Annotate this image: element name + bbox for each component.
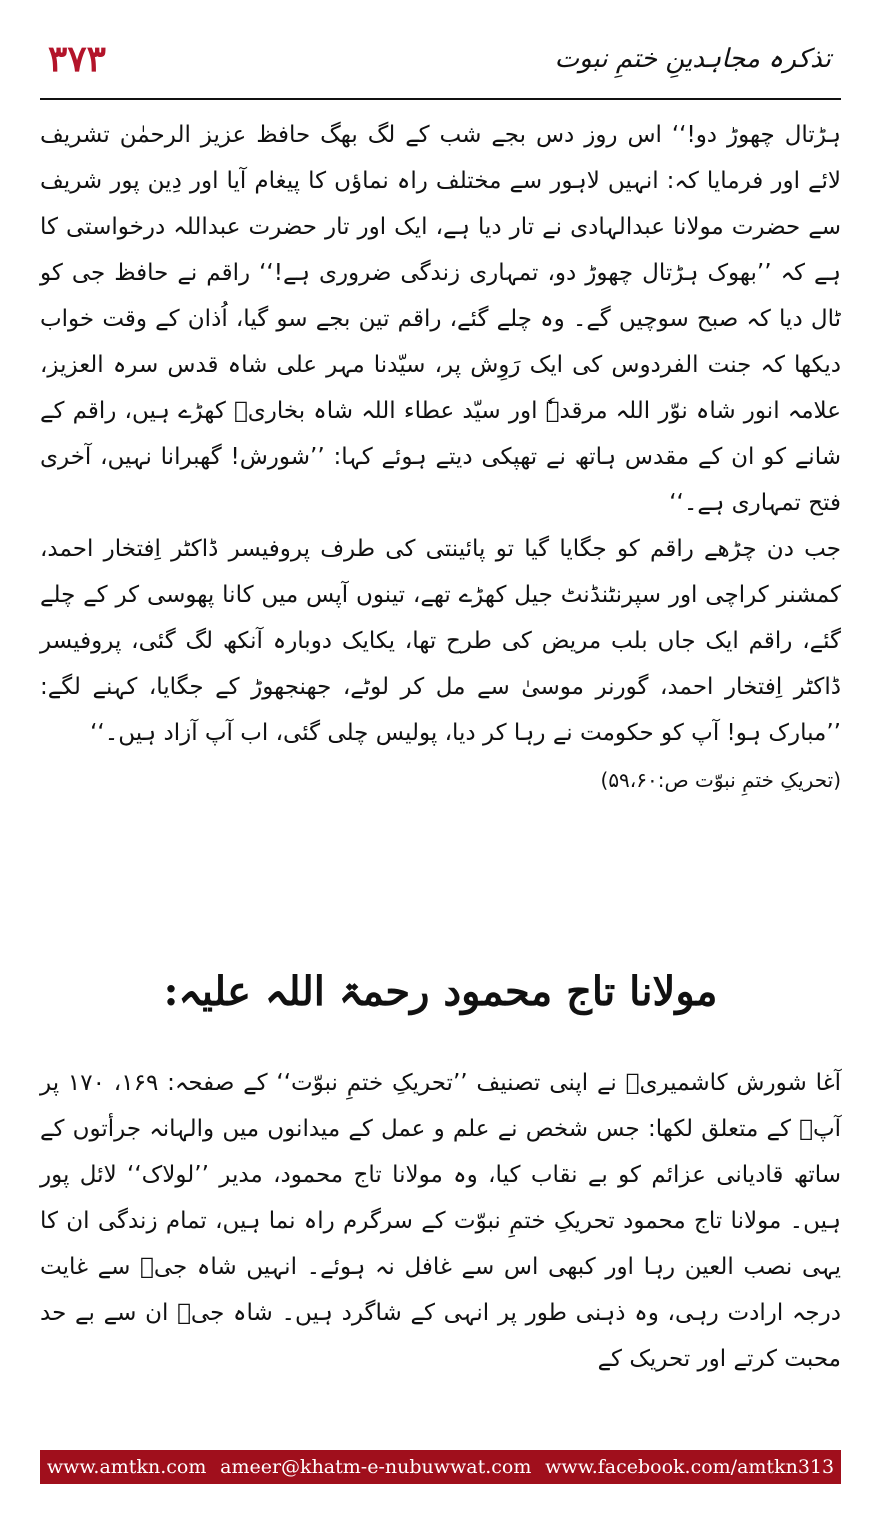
footer-bar xyxy=(40,1450,841,1484)
paragraph-2: جب دن چڑھے راقم کو جگایا گیا تو پائینتی کی طرف پروفیسر ڈاکٹر اِفتخار احمد، کمشنر کراچی اور سپرنٹنڈنٹ جیل کھڑے تھے، تینوں آپس میں کانا پھوسی کر کے چلے گئے، راقم ایک جاں بلب مریض کی طرح تھا، یکایک دوبارہ آنکھ لگ گئی، پروفیسر ڈاکٹر اِفتخار احمد، گورنر موسیٰ سے مل کر لوٹے، جھنجھوڑ کے جگایا، کہنے لگے: ’’مبارک ہو! آپ کو حکومت نے رہا کر دیا، پولیس چلی گئی، اب آپ آزاد ہیں۔‘‘ xyxy=(40,536,841,746)
footer-facebook-link[interactable]: www.facebook.com/amtkn313 xyxy=(545,1456,835,1478)
page-number: ۳۷۳ xyxy=(48,38,107,80)
paragraph-1: ہڑتال چھوڑ دو!‘‘ اس روز دس بجے شب کے لگ بھگ حافظ عزیز الرحمٰن تشریف لائے اور فرمایا کہ: انہیں لاہور سے مختلف راہ نماؤں کا پیغام آیا اور دِین پور شریف سے حضرت مولانا عبدالہادی نے تار دیا ہے، ایک اور تار حضرت عبداللہ درخواستی کا ہے کہ ’’بھوک ہڑتال چھوڑ دو، تمہاری زندگی ضروری ہے!‘‘ راقم نے حافظ جی کو ٹال دیا کہ صبح سوچیں گے۔ وہ چلے گئے، راقم تین بجے سو گیا، اُذان کے وقت خواب دیکھا کہ جنت الفردوس کی ایک رَوِش پر، سیّدنا مہر علی شاہ قدس سرہ العزیز، علامہ انور شاہ نوّر اللہ مرقدہٗ اور سیّد عطاء اللہ شاہ بخاریؒ کھڑے ہیں، راقم کے شانے کو ان کے مقدس ہاتھ نے تھپکی دیتے ہوئے کہا: ’’شورش! گھبرانا نہیں، آخری فتح تمہاری ہے۔‘‘ xyxy=(40,122,841,516)
citation: (تحریکِ ختمِ نبوّت ص:۵۹،۶۰) xyxy=(600,768,841,792)
running-title: تذکرہ مجاہدینِ ختمِ نبوت xyxy=(554,44,831,74)
section-heading: مولانا تاج محمود رحمۃ اللہ علیہ: xyxy=(163,968,718,1015)
footer-website-link[interactable]: www.amtkn.com xyxy=(46,1456,207,1478)
page-header xyxy=(40,30,841,100)
header-divider xyxy=(40,98,841,100)
footer-email-link[interactable]: ameer@khatm-e-nubuwwat.com xyxy=(220,1456,532,1478)
section-paragraph: آغا شورش کاشمیریؒ نے اپنی تصنیف ’’تحریکِ ختمِ نبوّت‘‘ کے صفحہ: ۱۶۹، ۱۷۰ پر آپؒ کے متعلق لکھا: جس شخص نے علم و عمل کے میدانوں میں والہانہ جرأتوں کے ساتھ قادیانی عزائم کو بے نقاب کیا، وہ مولانا تاج محمود، مدیر ’’لولاک‘‘ لائل پور ہیں۔ مولانا تاج محمود تحریکِ ختمِ نبوّت کے سرگرم راہ نما ہیں، تمام زندگی ان کا یہی نصب العین رہا اور کبھی اس سے غافل نہ ہوئے۔ انہیں شاہ جیؒ سے غایت درجہ ارادت رہی، وہ ذہنی طور پر انہی کے شاگرد ہیں۔ شاہ جیؒ ان سے بے حد محبت کرتے اور تحریک کے xyxy=(40,1070,842,1372)
section-text xyxy=(40,1060,841,1382)
main-text xyxy=(40,112,841,798)
